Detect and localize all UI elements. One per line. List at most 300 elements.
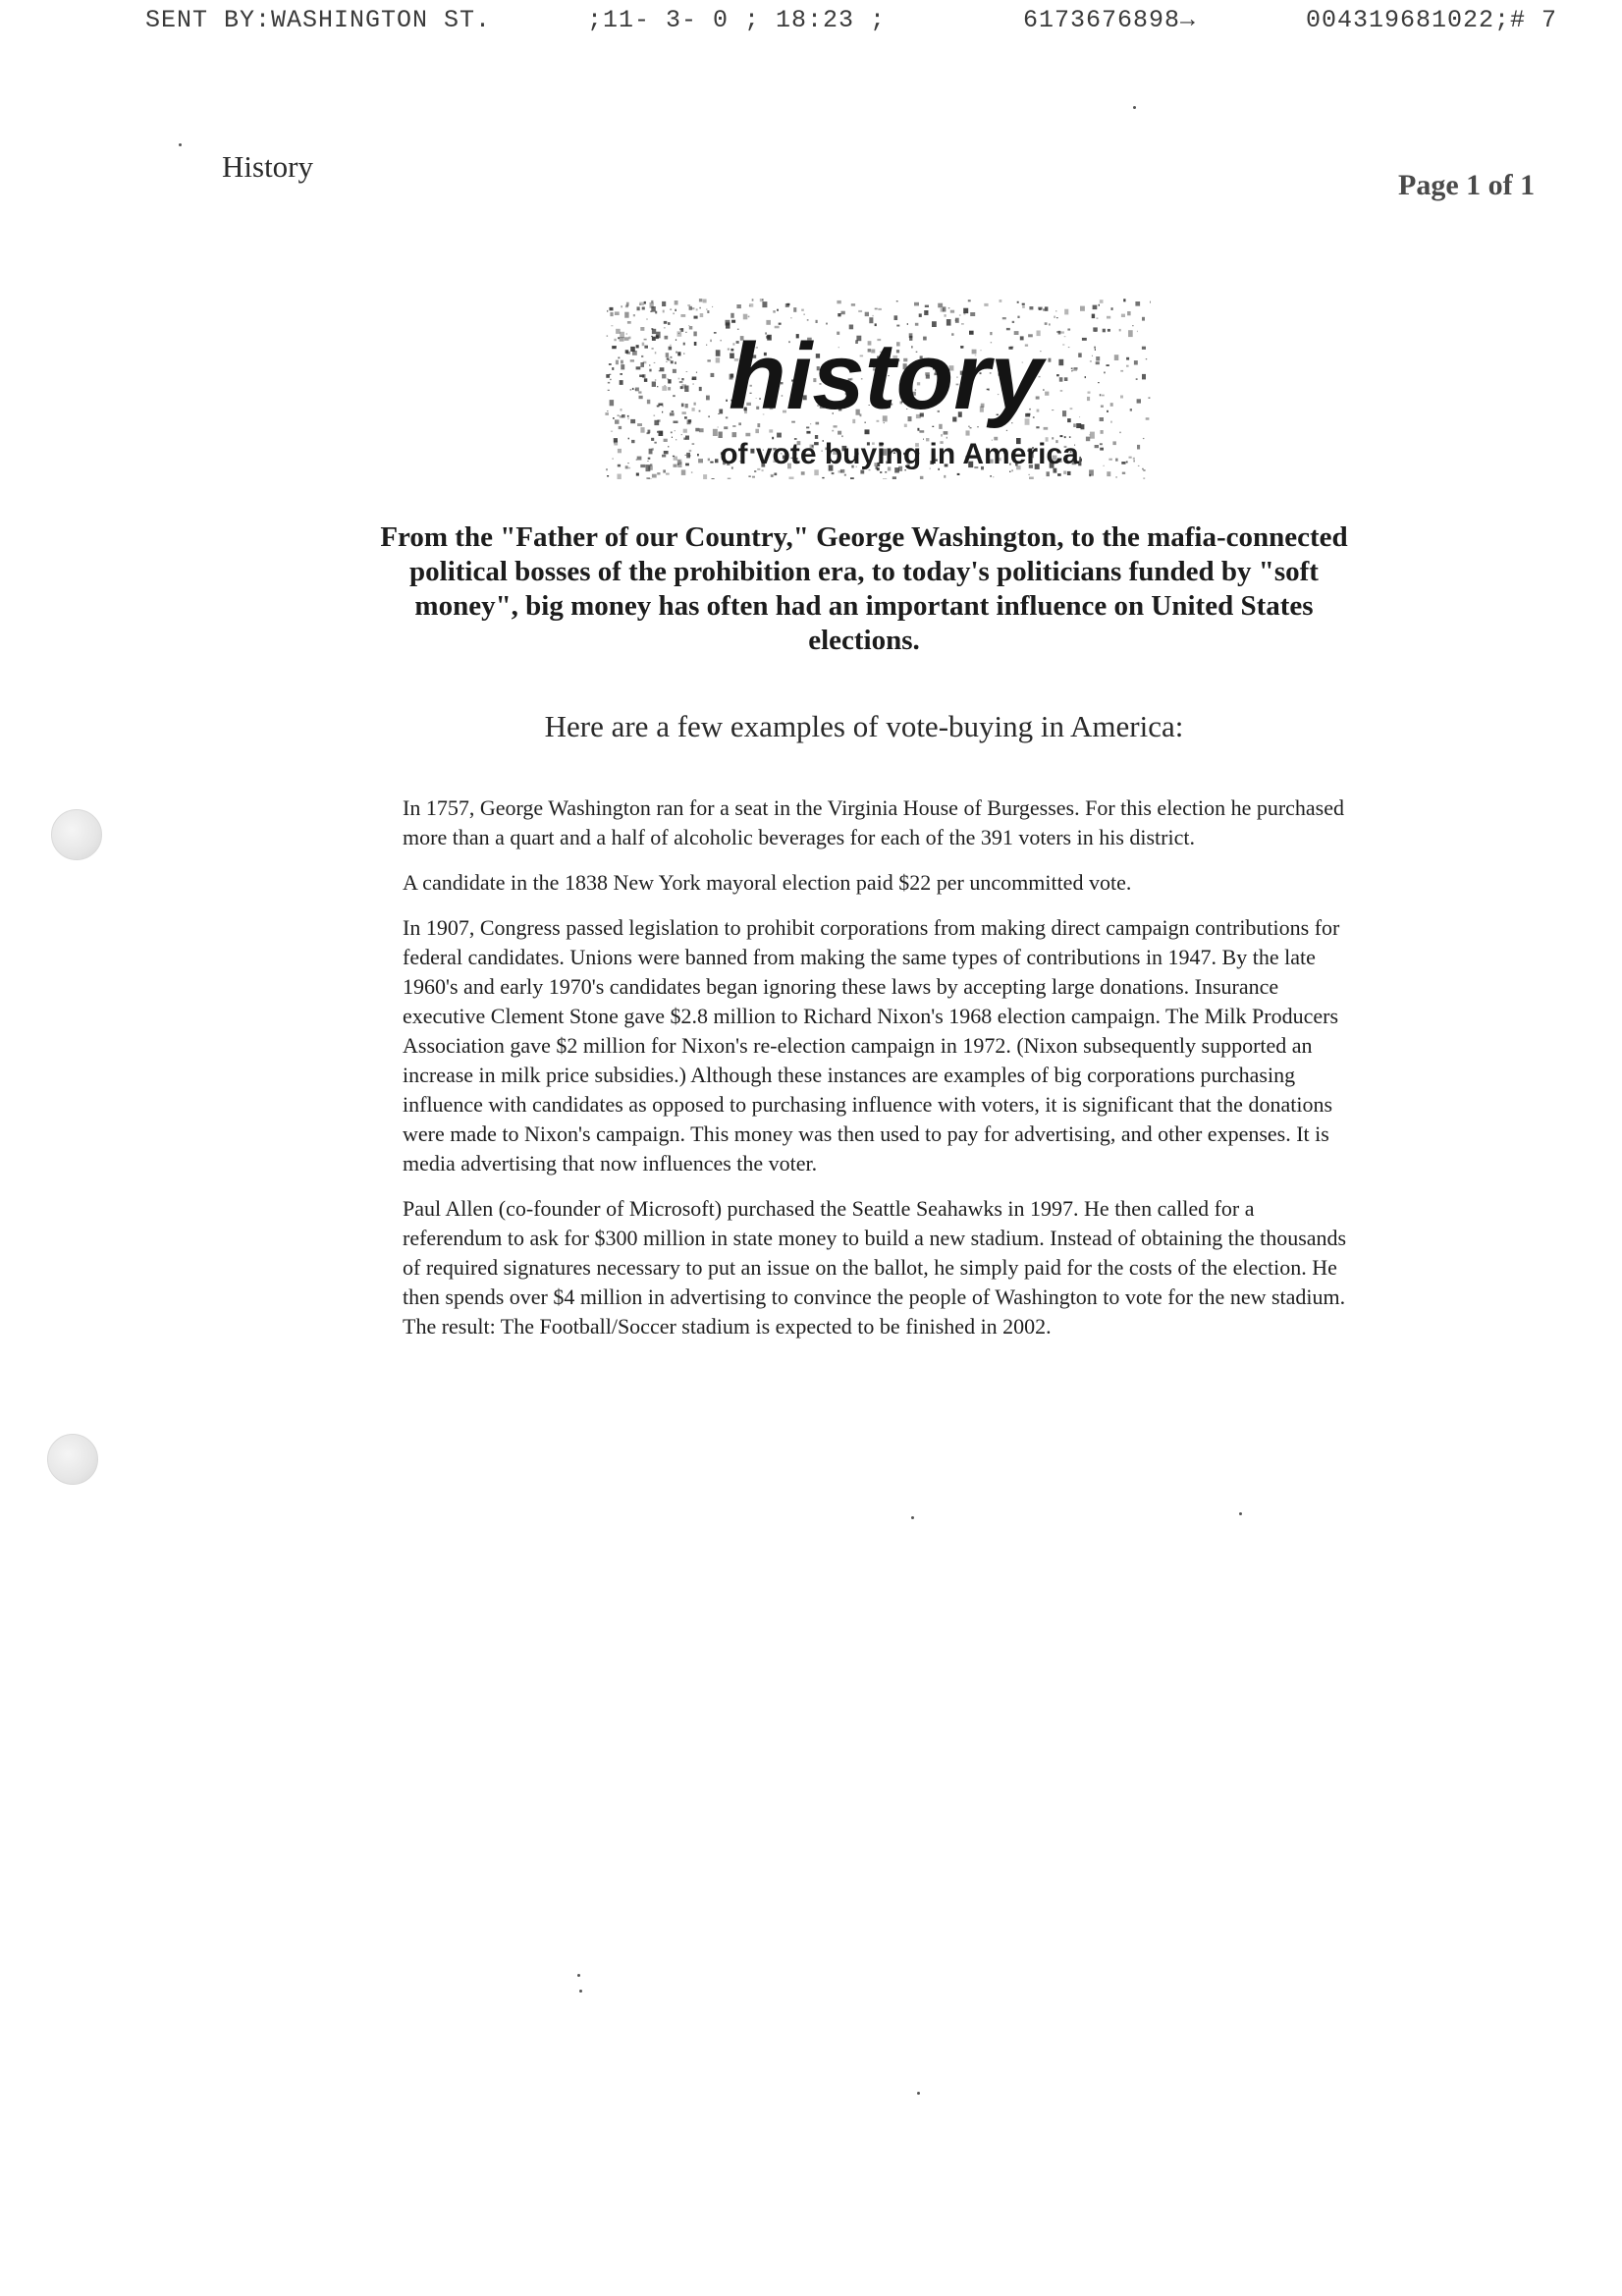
- noise-dot: [649, 369, 651, 372]
- noise-dot: [663, 406, 664, 407]
- noise-dot: [878, 308, 882, 310]
- noise-dot: [1108, 459, 1112, 461]
- noise-dot: [621, 409, 622, 410]
- noise-dot: [651, 301, 653, 303]
- noise-dot: [1102, 395, 1105, 397]
- noise-dot: [955, 320, 956, 321]
- noise-dot: [661, 431, 663, 434]
- noise-dot: [1134, 360, 1138, 364]
- example-paragraph: In 1757, George Washington ran for a seat in the Virginia House of Burgesses. For this election he purchased more than a quart and a half of alcoholic beverages for each of the 391 voters in his district.: [403, 795, 1345, 849]
- noise-dot: [614, 339, 616, 341]
- noise-dot: [1063, 471, 1066, 474]
- banner-subtitle: of vote buying in America: [720, 438, 1079, 470]
- noise-dot: [706, 309, 708, 310]
- noise-dot: [748, 475, 750, 477]
- noise-dot: [684, 416, 687, 418]
- fax-date-time: ;11- 3- 0 ; 18:23 ;: [587, 6, 887, 34]
- noise-dot: [712, 478, 715, 479]
- noise-dot: [681, 328, 684, 332]
- noise-dot: [636, 345, 639, 348]
- noise-dot: [1119, 329, 1121, 332]
- noise-dot: [777, 309, 779, 311]
- examples-list: [403, 793, 1353, 1357]
- noise-dot: [681, 434, 682, 435]
- noise-dot: [650, 464, 652, 465]
- noise-dot: [665, 385, 666, 386]
- noise-dot: [959, 315, 961, 316]
- noise-dot: [662, 411, 663, 413]
- noise-dot: [850, 477, 854, 479]
- noise-dot: [851, 303, 855, 306]
- noise-dot: [754, 470, 756, 472]
- noise-dot: [1107, 316, 1110, 319]
- noise-dot: [1126, 462, 1128, 464]
- noise-dot: [715, 459, 719, 463]
- noise-dot: [664, 321, 668, 324]
- noise-dot: [694, 342, 697, 346]
- noise-dot: [718, 426, 719, 427]
- noise-dot: [716, 357, 720, 362]
- noise-dot: [696, 372, 697, 373]
- fax-to-number: 004319681022;# 7: [1306, 6, 1558, 34]
- noise-dot: [1115, 459, 1118, 462]
- noise-dot: [631, 440, 634, 443]
- noise-dot: [689, 326, 693, 330]
- noise-dot: [606, 374, 610, 378]
- noise-dot: [990, 475, 991, 477]
- noise-dot: [614, 442, 615, 443]
- noise-dot: [1082, 338, 1087, 341]
- noise-dot: [683, 343, 685, 346]
- noise-dot: [657, 406, 658, 407]
- scan-speck: [577, 1974, 580, 1977]
- noise-dot: [1110, 403, 1113, 407]
- noise-dot: [832, 472, 835, 474]
- noise-dot: [681, 384, 686, 389]
- noise-dot: [1100, 448, 1104, 451]
- noise-dot: [728, 478, 731, 479]
- noise-dot: [1142, 317, 1145, 321]
- noise-dot: [642, 343, 645, 347]
- noise-dot: [686, 371, 688, 372]
- noise-dot: [654, 362, 656, 363]
- noise-dot: [662, 455, 666, 458]
- noise-dot: [1128, 330, 1133, 337]
- noise-dot: [607, 410, 608, 411]
- noise-dot: [685, 455, 687, 456]
- noise-dot: [1079, 457, 1081, 459]
- noise-dot: [984, 303, 988, 306]
- noise-dot: [924, 310, 928, 315]
- noise-dot: [675, 309, 676, 311]
- noise-dot: [773, 310, 776, 313]
- noise-dot: [1098, 382, 1100, 383]
- noise-dot: [674, 457, 677, 461]
- noise-dot: [633, 314, 635, 316]
- noise-dot: [710, 462, 713, 464]
- noise-dot: [627, 463, 629, 464]
- noise-dot: [1080, 306, 1085, 311]
- noise-dot: [625, 465, 628, 468]
- noise-dot: [635, 389, 636, 390]
- noise-dot: [1095, 445, 1099, 448]
- noise-dot: [670, 345, 671, 346]
- noise-dot: [677, 331, 682, 337]
- noise-dot: [630, 359, 634, 361]
- noise-dot: [608, 382, 610, 384]
- noise-dot: [1111, 307, 1113, 310]
- noise-dot: [749, 303, 753, 307]
- noise-dot: [699, 299, 702, 301]
- noise-dot: [716, 350, 721, 356]
- noise-dot: [655, 379, 656, 380]
- noise-dot: [755, 429, 759, 433]
- noise-dot: [1079, 416, 1080, 417]
- noise-dot: [1056, 374, 1059, 376]
- noise-dot: [664, 327, 666, 328]
- noise-dot: [712, 306, 713, 307]
- noise-dot: [699, 387, 702, 391]
- noise-dot: [1127, 311, 1131, 315]
- noise-dot: [1093, 327, 1098, 331]
- noise-dot: [1088, 392, 1091, 394]
- noise-dot: [682, 411, 686, 414]
- noise-dot: [621, 360, 623, 364]
- noise-dot: [1135, 301, 1140, 306]
- noise-dot: [1076, 423, 1081, 428]
- noise-dot: [618, 449, 622, 453]
- noise-dot: [613, 459, 614, 460]
- noise-dot: [668, 387, 671, 390]
- noise-dot: [1064, 336, 1066, 337]
- noise-dot: [1062, 410, 1066, 416]
- banner-graphic: [605, 299, 1151, 479]
- noise-dot: [1120, 370, 1123, 372]
- noise-dot: [636, 473, 639, 476]
- noise-dot: [1087, 397, 1090, 401]
- noise-dot: [1136, 378, 1138, 380]
- noise-dot: [771, 474, 775, 477]
- noise-dot: [941, 308, 944, 312]
- noise-dot: [660, 367, 665, 371]
- noise-dot: [685, 436, 689, 440]
- noise-dot: [672, 410, 675, 412]
- scan-speck: [579, 1990, 582, 1993]
- noise-dot: [657, 386, 658, 387]
- noise-dot: [762, 300, 763, 301]
- noise-dot: [674, 313, 675, 315]
- noise-dot: [1000, 300, 1002, 302]
- noise-dot: [865, 429, 870, 434]
- noise-dot: [607, 336, 609, 337]
- noise-dot: [1110, 421, 1112, 423]
- noise-dot: [691, 472, 693, 473]
- noise-dot: [670, 309, 672, 310]
- noise-dot: [620, 332, 624, 338]
- noise-dot: [675, 430, 676, 431]
- noise-dot: [1070, 408, 1073, 410]
- noise-dot: [677, 464, 679, 465]
- noise-dot: [668, 359, 671, 361]
- noise-dot: [674, 465, 677, 467]
- noise-dot: [668, 379, 671, 383]
- noise-dot: [665, 336, 669, 340]
- noise-dot: [630, 419, 635, 423]
- noise-dot: [1017, 301, 1019, 303]
- noise-dot: [606, 468, 607, 470]
- noise-dot: [1068, 347, 1070, 348]
- noise-dot: [639, 302, 644, 305]
- noise-dot: [670, 412, 675, 415]
- noise-dot: [627, 321, 631, 324]
- noise-dot: [1009, 471, 1011, 472]
- noise-dot: [612, 367, 614, 370]
- noise-dot: [646, 318, 647, 320]
- noise-dot: [1067, 329, 1070, 331]
- noise-dot: [619, 426, 622, 429]
- noise-dot: [789, 477, 794, 480]
- noise-dot: [700, 313, 704, 317]
- scan-speck: [179, 143, 182, 146]
- noise-dot: [652, 382, 656, 387]
- noise-dot: [963, 308, 968, 313]
- noise-dot: [869, 317, 873, 323]
- noise-dot: [1107, 364, 1109, 366]
- noise-dot: [1100, 394, 1102, 396]
- noise-dot: [678, 378, 680, 380]
- noise-dot: [1044, 427, 1049, 430]
- noise-dot: [621, 305, 622, 307]
- noise-dot: [616, 360, 619, 365]
- noise-dot: [640, 427, 644, 433]
- noise-dot: [1090, 432, 1095, 439]
- noise-dot: [1086, 437, 1090, 442]
- noise-dot: [640, 327, 644, 331]
- noise-dot: [616, 347, 617, 348]
- noise-dot: [703, 300, 707, 303]
- noise-dot: [1130, 409, 1132, 411]
- noise-dot: [837, 301, 840, 303]
- noise-dot: [676, 352, 677, 354]
- noise-dot: [801, 309, 804, 311]
- noise-dot: [938, 303, 943, 308]
- noise-dot: [648, 430, 651, 433]
- noise-dot: [652, 348, 654, 350]
- noise-dot: [1107, 471, 1110, 476]
- noise-dot: [675, 361, 676, 363]
- noise-dot: [1101, 430, 1104, 434]
- noise-dot: [948, 307, 950, 308]
- noise-dot: [769, 429, 773, 432]
- noise-dot: [681, 469, 686, 475]
- noise-dot: [865, 312, 869, 316]
- noise-dot: [686, 453, 690, 459]
- noise-dot: [970, 312, 975, 316]
- noise-dot: [692, 443, 695, 445]
- noise-dot: [1133, 458, 1135, 460]
- noise-dot: [671, 432, 673, 434]
- noise-dot: [743, 314, 748, 320]
- noise-dot: [683, 353, 684, 355]
- noise-dot: [786, 303, 789, 305]
- scan-speck: [911, 1516, 914, 1519]
- noise-dot: [618, 474, 622, 480]
- noise-dot: [640, 465, 645, 467]
- noise-dot: [925, 305, 929, 307]
- noise-dot: [1119, 432, 1121, 434]
- noise-dot: [620, 415, 622, 417]
- noise-dot: [692, 408, 695, 411]
- noise-dot: [838, 313, 840, 316]
- noise-dot: [1112, 441, 1116, 445]
- noise-dot: [668, 322, 670, 325]
- noise-dot: [607, 475, 609, 477]
- noise-dot: [685, 464, 689, 466]
- noise-dot: [626, 334, 627, 335]
- noise-dot: [1072, 367, 1077, 371]
- noise-dot: [1085, 376, 1086, 378]
- noise-dot: [745, 433, 750, 437]
- noise-dot: [626, 302, 629, 306]
- noise-dot: [673, 369, 676, 373]
- noise-dot: [621, 364, 624, 369]
- noise-dot: [1142, 468, 1144, 470]
- noise-dot: [1064, 309, 1068, 315]
- noise-dot: [1146, 417, 1150, 420]
- noise-dot: [1120, 396, 1123, 399]
- noise-dot: [707, 359, 711, 361]
- noise-dot: [668, 446, 669, 448]
- noise-dot: [841, 311, 845, 315]
- noise-dot: [1094, 347, 1096, 349]
- noise-dot: [662, 374, 666, 379]
- noise-dot: [1079, 459, 1082, 462]
- noise-dot: [730, 313, 733, 318]
- noise-dot: [1067, 471, 1071, 475]
- noise-dot: [688, 325, 689, 326]
- noise-dot: [752, 299, 754, 301]
- noise-dot: [711, 373, 715, 377]
- noise-dot: [1029, 477, 1034, 480]
- noise-dot: [875, 308, 878, 310]
- noise-dot: [637, 457, 642, 461]
- noise-dot: [1093, 305, 1098, 310]
- noise-dot: [885, 471, 887, 472]
- noise-dot: [638, 391, 641, 393]
- noise-dot: [793, 307, 796, 312]
- noise-dot: [694, 403, 696, 406]
- noise-dot: [919, 313, 922, 317]
- noise-dot: [860, 470, 864, 474]
- noise-dot: [611, 325, 613, 326]
- noise-dot: [610, 307, 614, 310]
- noise-dot: [713, 429, 718, 436]
- noise-dot: [666, 473, 670, 475]
- noise-dot: [1022, 303, 1025, 305]
- noise-dot: [710, 340, 712, 343]
- noise-dot: [618, 465, 621, 467]
- noise-dot: [640, 362, 644, 367]
- noise-dot: [1064, 377, 1068, 381]
- noise-dot: [873, 315, 874, 316]
- noise-dot: [708, 415, 709, 417]
- noise-dot: [1059, 377, 1063, 382]
- noise-dot: [652, 337, 656, 341]
- noise-dot: [624, 312, 628, 318]
- noise-dot: [1101, 406, 1104, 408]
- fax-sender: SENT BY:WASHINGTON ST.: [145, 6, 492, 34]
- noise-dot: [1100, 417, 1104, 421]
- noise-dot: [1115, 476, 1116, 478]
- noise-dot: [654, 442, 656, 444]
- noise-dot: [647, 461, 648, 462]
- noise-dot: [1133, 460, 1135, 462]
- noise-dot: [1095, 349, 1096, 351]
- noise-dot: [618, 337, 620, 339]
- page-label: History: [222, 149, 313, 184]
- noise-dot: [687, 304, 690, 306]
- noise-dot: [966, 430, 970, 435]
- noise-dot: [736, 304, 741, 308]
- noise-dot: [649, 364, 650, 365]
- noise-dot: [609, 363, 612, 365]
- noise-dot: [642, 307, 645, 310]
- noise-dot: [671, 356, 673, 358]
- noise-dot: [610, 379, 611, 380]
- noise-dot: [1055, 310, 1056, 312]
- noise-dot: [637, 306, 640, 310]
- history-banner: [605, 299, 1151, 479]
- noise-dot: [1126, 365, 1129, 367]
- noise-dot: [822, 477, 824, 478]
- noise-dot: [1100, 443, 1103, 445]
- noise-dot: [1137, 399, 1141, 403]
- noise-dot: [1089, 434, 1090, 435]
- noise-dot: [627, 418, 628, 420]
- noise-dot: [1089, 474, 1091, 476]
- noise-dot: [655, 352, 657, 354]
- noise-dot: [1129, 457, 1132, 459]
- noise-dot: [1092, 314, 1095, 319]
- punch-hole: [47, 1434, 98, 1485]
- noise-dot: [1012, 321, 1014, 323]
- noise-dot: [1054, 316, 1055, 318]
- noise-dot: [652, 329, 656, 334]
- noise-dot: [1058, 359, 1063, 365]
- noise-dot: [610, 400, 615, 406]
- noise-dot: [1137, 331, 1138, 332]
- noise-dot: [626, 352, 630, 355]
- noise-dot: [732, 432, 737, 437]
- noise-dot: [1049, 358, 1052, 362]
- fax-header: [0, 6, 1622, 45]
- fax-from-number: 6173676898→: [1023, 6, 1197, 34]
- noise-dot: [919, 430, 924, 433]
- noise-dot: [1096, 361, 1100, 364]
- noise-dot: [681, 378, 683, 380]
- noise-dot: [695, 428, 699, 432]
- noise-dot: [774, 473, 777, 476]
- noise-dot: [1123, 299, 1125, 301]
- noise-dot: [666, 361, 667, 362]
- noise-dot: [1045, 322, 1048, 325]
- noise-dot: [627, 415, 629, 417]
- noise-dot: [639, 396, 643, 399]
- noise-dot: [651, 306, 656, 312]
- noise-dot: [689, 450, 692, 452]
- example-paragraph: In 1907, Congress passed legislation to prohibit corporations from making direct campaign contributions for federal candidates. Unions were banned from making the same types of contributions in 1947. By the late 1960's and early 1970's candidates began ignoring these laws by accepting large donations. Insurance executive Clement Stone gave $2.8 million to Richard Nixon's 1968 election campaign. The Milk Producers Association gave $2 million for Nixon's re-election campaign in 1972. (Nixon subsequently supported an increase in milk price subsidies.) Although these instances are examples of big corporations purchasing influence with candidates as opposed to purchasing influence with voters, it is significant that the donations were made to Nixon's campaign. This money was then used to pay for advertising, and other expenses. It is media advertising that now influences the voter.: [403, 915, 1340, 1175]
- noise-dot: [790, 317, 792, 318]
